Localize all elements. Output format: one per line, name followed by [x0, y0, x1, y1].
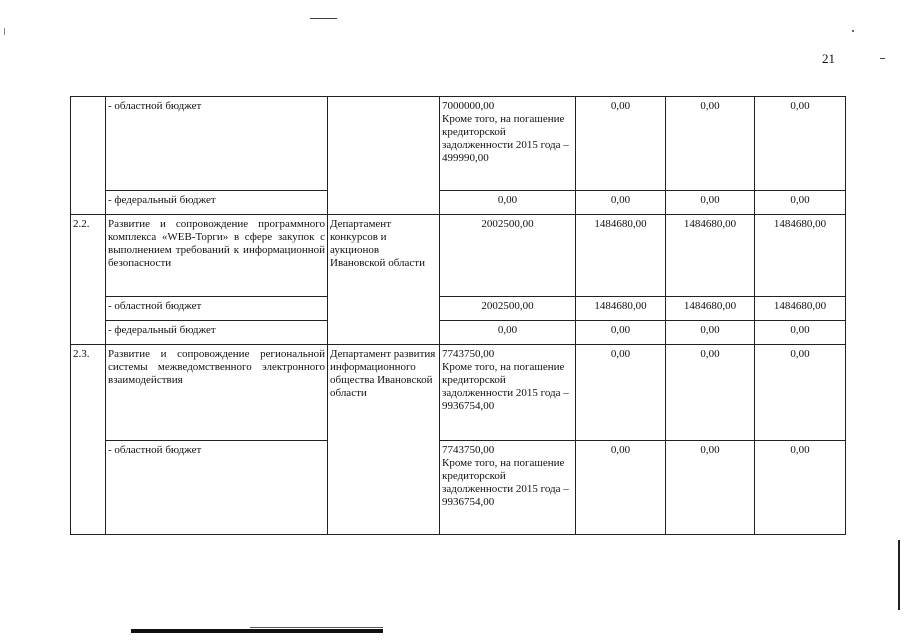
value-2019: 1484680,00: [755, 215, 846, 297]
value-2016: 2002500,00: [440, 215, 576, 297]
row-description: Развитие и сопровождение программного комплекса «WEB-Торги» в сфере закупок с выполнением требований к информационной безопасности: [106, 215, 328, 297]
scan-mark-top: [310, 18, 337, 19]
table-row: [71, 97, 846, 191]
value-2017: 0,00: [576, 345, 666, 441]
value-2016: 7743750,00 Кроме того, на погашение кредиторской задолженности 2015 года – 9936754,00: [440, 441, 576, 535]
value-2016: 7000000,00 Кроме того, на погашение кредиторской задолженности 2015 года – 499990,00: [440, 97, 576, 191]
table-row: [71, 321, 846, 345]
value-2017: 0,00: [576, 97, 666, 191]
scan-line-bottom: [250, 627, 383, 628]
scan-edge-right: [898, 540, 900, 610]
value-2016: 7743750,00 Кроме того, на погашение кредиторской задолженности 2015 года – 9936754,00: [440, 345, 576, 441]
value-2017: 0,00: [576, 191, 666, 215]
value-2018: 0,00: [666, 321, 755, 345]
value-2018: 1484680,00: [666, 297, 755, 321]
page-number: 21: [822, 51, 835, 66]
value-2016: 0,00: [440, 191, 576, 215]
scan-tick: [4, 28, 5, 35]
budget-table: [70, 96, 846, 535]
value-2017: 1484680,00: [576, 297, 666, 321]
scan-dot: [852, 30, 854, 32]
row-number: 2.3.: [71, 345, 106, 535]
value-2017: 0,00: [576, 321, 666, 345]
table-row: [71, 297, 846, 321]
value-2018: 0,00: [666, 97, 755, 191]
value-2016: 0,00: [440, 321, 576, 345]
value-2019: 0,00: [755, 345, 846, 441]
table-row: [71, 215, 846, 297]
value-2018: 0,00: [666, 441, 755, 535]
value-2019: 0,00: [755, 97, 846, 191]
value-2019: 1484680,00: [755, 297, 846, 321]
value-2019: 0,00: [755, 441, 846, 535]
value-2018: 0,00: [666, 345, 755, 441]
value-2017: 0,00: [576, 441, 666, 535]
row-number: [71, 97, 106, 215]
row-description: - областной бюджет: [106, 297, 328, 321]
row-description: - федеральный бюджет: [106, 191, 328, 215]
scan-dash: [880, 58, 885, 59]
row-description: Развитие и сопровождение региональной системы межведомственного электронного взаимодействия: [106, 345, 328, 441]
table-row: [71, 191, 846, 215]
row-department: Департамент развития информационного общества Ивановской области: [328, 345, 440, 535]
value-2018: 1484680,00: [666, 215, 755, 297]
value-2019: 0,00: [755, 321, 846, 345]
table-row: [71, 345, 846, 441]
scan-bar-bottom: [131, 629, 383, 633]
row-description: - областной бюджет: [106, 97, 328, 191]
row-description: - областной бюджет: [106, 441, 328, 535]
row-description: - федеральный бюджет: [106, 321, 328, 345]
value-2016: 2002500,00: [440, 297, 576, 321]
row-number: 2.2.: [71, 215, 106, 345]
value-2018: 0,00: [666, 191, 755, 215]
value-2019: 0,00: [755, 191, 846, 215]
row-department: [328, 97, 440, 215]
value-2017: 1484680,00: [576, 215, 666, 297]
row-department: Департамент конкурсов и аукционов Ивановской области: [328, 215, 440, 345]
table-row: [71, 441, 846, 535]
